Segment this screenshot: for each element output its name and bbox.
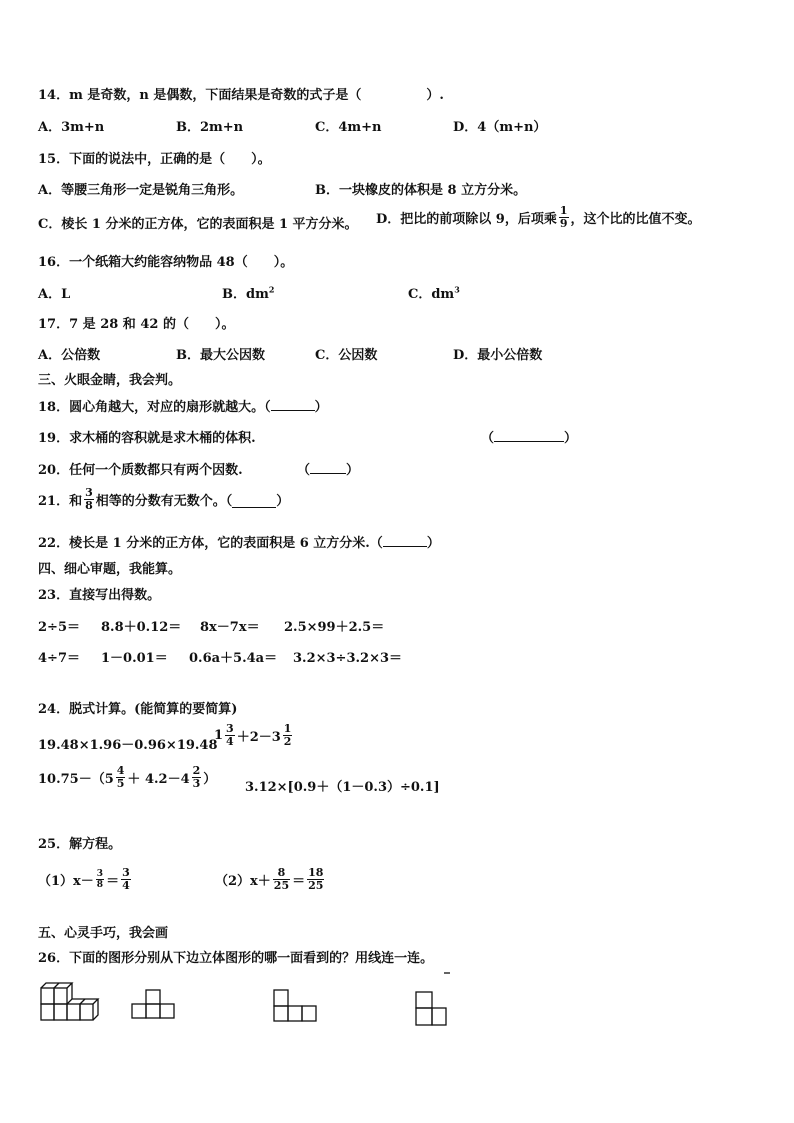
section-5-heading: 五、心灵手巧，我会画 — [38, 926, 169, 941]
q16-option-b-text: B．dm — [222, 287, 269, 302]
section-4-heading: 四、细心审题，我能算。 — [38, 562, 182, 577]
equals-sign: ＝ — [106, 874, 120, 889]
fraction — [192, 765, 202, 790]
q15-option-a[interactable]: A．等腰三角形一定是锐角三角形。 — [38, 183, 244, 198]
fraction-denominator: 3 — [192, 777, 201, 790]
q15-fraction — [559, 205, 569, 230]
q17-option-a[interactable]: A．公倍数 — [38, 348, 101, 363]
view-shape-3[interactable] — [412, 972, 452, 1028]
q23-item: 2.5×99＋2.5＝ — [284, 620, 385, 635]
q25-equation-2 — [215, 867, 326, 892]
q14-option-c[interactable]: C．4m+n — [315, 120, 382, 135]
fraction-numerator: 1 — [559, 204, 568, 217]
fraction-denominator: 25 — [308, 879, 324, 892]
q24-expression-4: 3.12×[0.9＋（1－0.3）÷0.1] — [245, 780, 440, 795]
fraction-numerator: 3 — [122, 866, 130, 879]
q25-equation-1 — [38, 867, 133, 892]
q16-option-b-exponent: 2 — [268, 284, 275, 295]
q16-option-c-text: C．dm — [408, 287, 455, 302]
fraction-numerator: 18 — [308, 866, 324, 879]
fraction — [121, 867, 131, 892]
fraction-numerator: 1 — [283, 722, 292, 735]
expression-text: 10.75－（5 — [38, 772, 114, 787]
fraction-numerator: 2 — [192, 764, 201, 777]
q26-stem: 26．下面的图形分别从下边立体图形的哪一面看到的？用线连一连。 — [38, 951, 434, 966]
q14-stem: 14．m 是奇数，n 是偶数，下面结果是奇数的式子是（ ）. — [38, 88, 444, 103]
fraction-denominator: 25 — [273, 879, 290, 892]
q19-answer — [481, 427, 577, 446]
fraction-denominator: 5 — [116, 777, 125, 790]
q25-stem: 25．解方程。 — [38, 837, 122, 852]
q24-expression-1: 19.48×1.96－0.96×19.48 — [38, 738, 218, 753]
equation-text: （1）x－ — [38, 874, 94, 889]
q15-option-d-text-end: ，这个比的比值不变。 — [570, 212, 701, 227]
q18 — [38, 396, 328, 415]
close-paren: ） — [564, 431, 578, 446]
fraction-denominator: 4 — [226, 735, 234, 748]
close-paren: ） — [276, 494, 290, 509]
answer-blank[interactable] — [310, 473, 346, 474]
q23-item: 8.8＋0.12＝ — [101, 620, 182, 635]
q17-option-c[interactable]: C．公因数 — [315, 348, 378, 363]
q14-option-b[interactable]: B．2m+n — [176, 120, 244, 135]
q16-option-b[interactable] — [222, 283, 274, 302]
fraction-denominator: 9 — [559, 217, 568, 230]
view-shape-1[interactable] — [130, 988, 176, 1022]
fraction — [273, 867, 290, 892]
q16-stem: 16．一个纸箱大约能容纳物品 48（ ）。 — [38, 255, 294, 270]
fraction — [283, 723, 293, 748]
open-paren: （ — [481, 431, 495, 446]
solid-figure[interactable] — [38, 980, 100, 1024]
fraction-denominator: 2 — [283, 735, 292, 748]
expression-text: ） — [203, 772, 217, 787]
q15-option-d-text: D．把比的前项除以 9，后项乘 — [376, 212, 557, 227]
q22-text: 22．棱长是 1 分米的正方体，它的表面积是 6 立方分米.（ — [38, 536, 383, 551]
open-paren: （ — [297, 463, 311, 478]
q19: 19．求木桶的容积就是求木桶的体积. — [38, 431, 256, 446]
q23-item: 0.6a＋5.4a＝ — [189, 651, 278, 666]
q20: 20．任何一个质数都只有两个因数. — [38, 463, 243, 478]
q14-option-a[interactable]: A．3m+n — [38, 120, 105, 135]
q23-item: 8x－7x＝ — [200, 620, 260, 635]
fraction-numerator: 3 — [96, 869, 104, 879]
q21-text-end: 相等的分数有无数个。（ — [95, 494, 233, 509]
q23-item: 2÷5＝ — [38, 620, 80, 635]
q23-item: 4÷7＝ — [38, 651, 80, 666]
fraction — [96, 869, 104, 890]
fraction-numerator: 8 — [273, 867, 290, 880]
fraction-denominator: 8 — [85, 499, 93, 512]
q15-stem: 15．下面的说法中，正确的是（ ）。 — [38, 152, 271, 167]
whole-number: 1 — [214, 728, 224, 743]
fraction — [225, 723, 235, 748]
equation-text: （2）x＋ — [215, 874, 271, 889]
expression-text: ＋ 4.2－4 — [127, 772, 190, 787]
q16-option-a[interactable]: A．L — [38, 287, 71, 302]
fraction-numerator: 4 — [116, 764, 125, 777]
q15-option-b[interactable]: B．一块橡皮的体积是 8 立方分米。 — [315, 183, 527, 198]
answer-blank[interactable] — [494, 441, 564, 442]
answer-blank[interactable] — [383, 546, 427, 547]
close-paren: ） — [426, 536, 440, 551]
fraction-denominator: 4 — [122, 879, 130, 892]
q22 — [38, 532, 440, 551]
fraction — [116, 765, 126, 790]
fraction — [307, 867, 324, 892]
q18-text: 18．圆心角越大，对应的扇形就越大。（ — [38, 400, 271, 415]
operator-text: ＋2－3 — [236, 730, 281, 745]
q21-text: 21．和 — [38, 494, 83, 509]
q17-option-b[interactable]: B．最大公因数 — [176, 348, 265, 363]
section-3-heading: 三、火眼金睛，我会判。 — [38, 373, 182, 388]
q21-fraction — [84, 487, 94, 512]
q23-stem: 23．直接写出得数。 — [38, 588, 161, 603]
q14-option-d[interactable]: D．4（m+n） — [453, 120, 547, 135]
equals-sign: ＝ — [292, 874, 306, 889]
q20-answer — [297, 459, 359, 478]
q17-option-d[interactable]: D．最小公倍数 — [453, 348, 543, 363]
q17-stem: 17．7 是 28 和 42 的（ ）。 — [38, 317, 235, 332]
q23-item: 3.2×3÷3.2×3＝ — [293, 651, 403, 666]
q15-option-c[interactable]: C．棱长 1 分米的正方体，它的表面积是 1 平方分米。 — [38, 217, 358, 232]
answer-blank[interactable] — [271, 410, 315, 411]
fraction-numerator: 3 — [226, 722, 234, 735]
close-paren: ） — [346, 463, 360, 478]
q16-option-c-exponent: 3 — [454, 284, 460, 295]
q24-expression-3 — [38, 765, 216, 790]
q16-option-c[interactable] — [408, 283, 460, 302]
close-paren: ） — [314, 400, 328, 415]
q23-item: 1－0.01＝ — [101, 651, 168, 666]
fraction-numerator: 3 — [85, 486, 93, 499]
q24-expression-2 — [214, 723, 294, 748]
fraction-denominator: 8 — [96, 880, 104, 890]
view-shape-2[interactable] — [272, 988, 318, 1024]
answer-blank[interactable] — [232, 507, 276, 508]
q15-option-d[interactable] — [376, 205, 701, 230]
q21 — [38, 487, 289, 512]
q24-stem: 24．脱式计算。(能简算的要简算) — [38, 702, 238, 717]
